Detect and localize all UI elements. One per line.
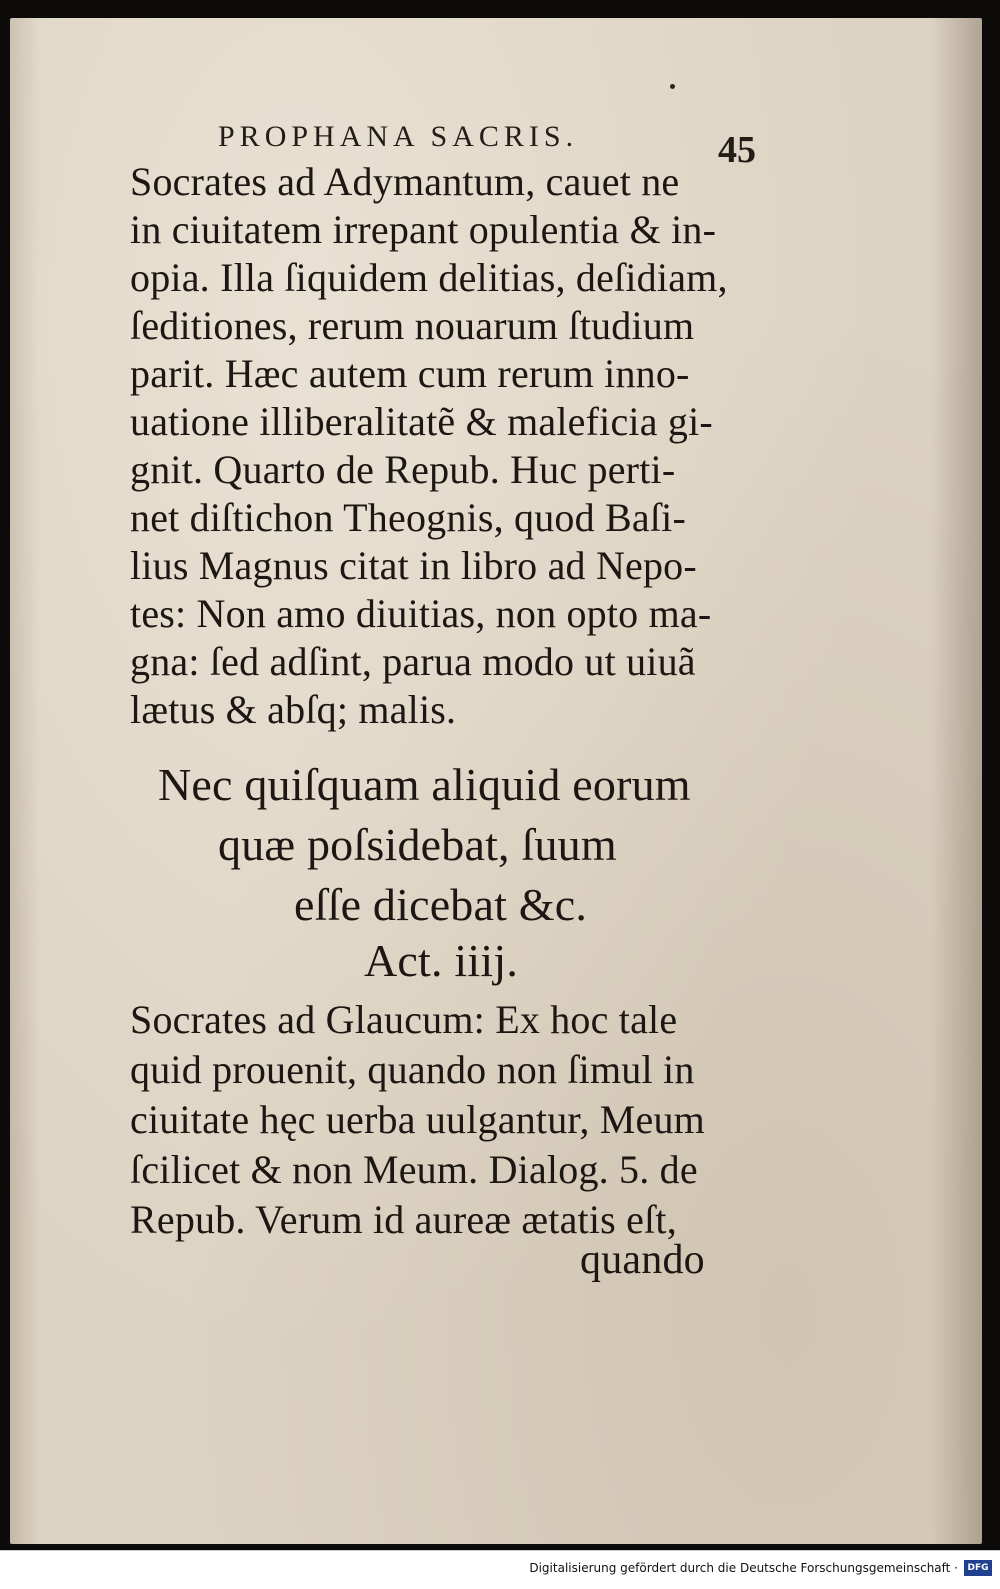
catchword: quando xyxy=(580,1237,705,1283)
text-line: net diſtichon Theognis, quod Baſi- xyxy=(130,495,686,540)
text-line: tes: Non amo diuitias, non opto ma- xyxy=(130,591,712,636)
digitization-footer xyxy=(0,1550,1000,1589)
text-line: Socrates ad Adymantum, cauet ne xyxy=(130,159,680,204)
ink-speck xyxy=(670,84,675,89)
text-line: in ciuitatem irrepant opulentia & in- xyxy=(130,207,717,252)
footer-credit: Digitalisierung gefördert durch die Deutsche Forschungsgemeinschaft · xyxy=(529,1561,958,1575)
text-line: Socrates ad Glaucum: Ex hoc tale xyxy=(130,997,678,1042)
dfg-logo: DFG xyxy=(964,1560,992,1576)
text-line: ſeditiones, rerum nouarum ſtudium xyxy=(130,303,695,348)
lemma-line: Nec quiſquam aliquid eorum xyxy=(158,759,691,810)
text-line: gna: ſed adſint, parua modo ut uiuã xyxy=(130,639,696,684)
text-line: parit. Hæc autem cum rerum inno- xyxy=(130,351,690,396)
text-line: ſcilicet & non Meum. Dialog. 5. de xyxy=(130,1147,698,1192)
lemma-line: quæ poſsidebat, ſuum xyxy=(218,819,617,870)
text-line: uatione illiberalitatẽ & maleficia gi- xyxy=(130,399,713,444)
text-line: opia. Illa ſiquidem delitias, deſidiam, xyxy=(130,255,728,300)
text-line: lætus & abſq; malis. xyxy=(130,687,457,732)
lemma-line: eſſe dicebat &c. xyxy=(294,879,588,930)
book-page xyxy=(10,18,982,1544)
text-line: gnit. Quarto de Repub. Huc perti- xyxy=(130,447,676,492)
text-line: quid prouenit, quando non ſimul in xyxy=(130,1047,695,1092)
text-line: lius Magnus citat in libro ad Nepo- xyxy=(130,543,697,588)
text-line: Repub. Verum id aureæ ætatis eſt, xyxy=(130,1197,677,1242)
running-title: PROPHANA SACRIS. xyxy=(218,120,579,153)
lemma-reference: Act. iiij. xyxy=(364,935,519,986)
text-line: ciuitate hęc uerba uulgantur, Meum xyxy=(130,1097,705,1142)
folio-number: 45 xyxy=(718,129,756,171)
